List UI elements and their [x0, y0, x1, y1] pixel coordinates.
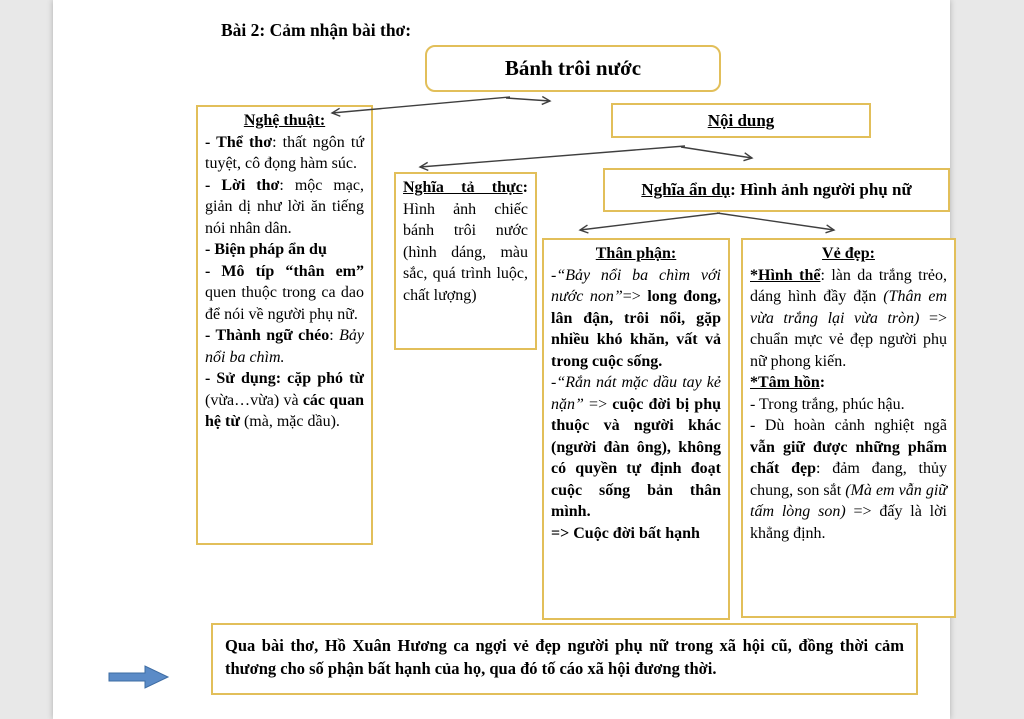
- text-run: long đong, lân đận, trôi nổi, gặp nhiều khó khăn, vất vả trong cuộc sống.: [551, 288, 721, 370]
- text-run: *Tâm hồn: [750, 374, 820, 391]
- beauty-box: [741, 238, 956, 618]
- paragraph: [708, 110, 775, 132]
- text-run: (vừa…vừa) và: [205, 391, 303, 409]
- text-run: (mà, mặc dầu).: [239, 413, 340, 430]
- text-run: -: [551, 374, 557, 391]
- paragraph: [551, 372, 721, 523]
- text-run: : mộc mạc, giản dị như lời ăn tiếng nói nhân dân.: [205, 176, 364, 237]
- paragraph: [551, 243, 721, 265]
- text-run: “Rắn nát mặc dầu tay kẻ nặn”: [551, 374, 721, 413]
- text-run: cuộc đời bị phụ thuộc và người khác (người đàn ông), không có quyền tự định đoạt cuộc sống bản thân mình.: [551, 395, 721, 520]
- text-run: => Cuộc đời bất hạnh: [551, 524, 700, 542]
- text-run: : thất ngôn tứ tuyệt, cô đọng hàm súc.: [205, 133, 365, 172]
- text-run: - Thành ngữ chéo: [205, 327, 330, 344]
- text-run: Bảy nổi ba chìm.: [205, 327, 364, 366]
- text-run: - Sử dụng: cặp phó từ: [205, 370, 364, 387]
- paragraph: [403, 177, 528, 306]
- text-run: Hình ảnh chiếc bánh trôi nước (hình dáng, màu sắc, quá trình luộc, chất lượng): [403, 200, 528, 304]
- paragraph: [205, 325, 364, 368]
- text-run: - Dù hoàn cảnh nghiệt ngã: [750, 417, 947, 434]
- paragraph: [205, 261, 364, 326]
- paragraph: [750, 243, 947, 265]
- text-run: :: [329, 327, 340, 344]
- conclusion-box: [211, 623, 918, 695]
- paragraph: [750, 372, 947, 394]
- paragraph: [205, 175, 364, 240]
- root-topic-box: [425, 45, 721, 92]
- text-run: (Mà em vẫn giữ tấm lòng son): [750, 481, 947, 520]
- lesson-title: Bài 2: Cảm nhận bài thơ:: [221, 20, 412, 40]
- paragraph: [205, 239, 364, 261]
- art-devices-box: [196, 105, 373, 545]
- paragraph: [551, 523, 721, 545]
- text-run: các quan hệ từ: [205, 391, 364, 430]
- paragraph: [750, 394, 947, 416]
- text-run: =>: [622, 288, 648, 305]
- text-run: : đảm đang, thủy chung, son sắt: [750, 460, 947, 499]
- paragraph: [205, 110, 364, 132]
- text-run: - Thể thơ: [205, 133, 273, 151]
- metaphor-meaning-box: [603, 168, 950, 212]
- text-run: - Biện pháp ẩn dụ: [205, 241, 327, 258]
- document-page: [53, 0, 950, 719]
- text-run: - Mô típ “thân em”: [205, 262, 364, 280]
- text-run: :: [522, 179, 528, 196]
- text-run: Vẻ đẹp:: [822, 245, 875, 262]
- text-run: => đấy là lời khẳng định.: [750, 503, 948, 542]
- paragraph: [641, 179, 911, 201]
- text-run: - Lời thơ: [205, 176, 280, 194]
- text-run: “Bảy nổi ba chìm với nước non”: [551, 266, 721, 305]
- text-run: (Thân em vừa trắng lại vừa tròn): [750, 288, 948, 327]
- text-run: => chuẩn mực vẻ đẹp người phụ nữ phong kiến.: [750, 309, 947, 370]
- text-run: Nội dung: [707, 110, 775, 130]
- paragraph: [205, 368, 364, 433]
- text-run: Thân phận:: [595, 245, 677, 262]
- text-run: *Hình thể: [750, 266, 821, 284]
- text-run: =>: [583, 395, 613, 413]
- text-run: vẫn giữ được những phẩm chất đẹp: [750, 438, 947, 477]
- literal-meaning-box: [394, 172, 537, 350]
- paragraph: [750, 265, 947, 373]
- text-run: : Hình ảnh người phụ nữ: [730, 180, 912, 200]
- text-run: quen thuộc trong ca dao để nói về người phụ nữ.: [205, 284, 364, 323]
- fate-box: [542, 238, 730, 620]
- root-topic-label: Bánh trôi nước: [504, 55, 642, 80]
- text-run: Nghĩa ẩn dụ: [641, 180, 731, 200]
- text-run: Nghệ thuật:: [243, 112, 326, 129]
- text-run: : làn da trắng trẻo, dáng hình đầy đặn: [750, 266, 948, 305]
- text-run: :: [819, 374, 826, 391]
- text-run: Nghĩa tả thực: [403, 179, 523, 196]
- paragraph: [551, 265, 721, 373]
- text-run: - Trong trắng, phúc hậu.: [750, 395, 905, 413]
- content-box: [611, 103, 871, 138]
- text-run: -: [551, 266, 557, 284]
- paragraph: [205, 132, 364, 175]
- conclusion-text: Qua bài thơ, Hồ Xuân Hương ca ngợi vẻ đẹp người phụ nữ trong xã hội cũ, đồng thời cảm thương cho số phận bất hạnh của họ, qua đó tố cáo xã hội đương thời.: [225, 636, 904, 678]
- paragraph: [750, 415, 947, 544]
